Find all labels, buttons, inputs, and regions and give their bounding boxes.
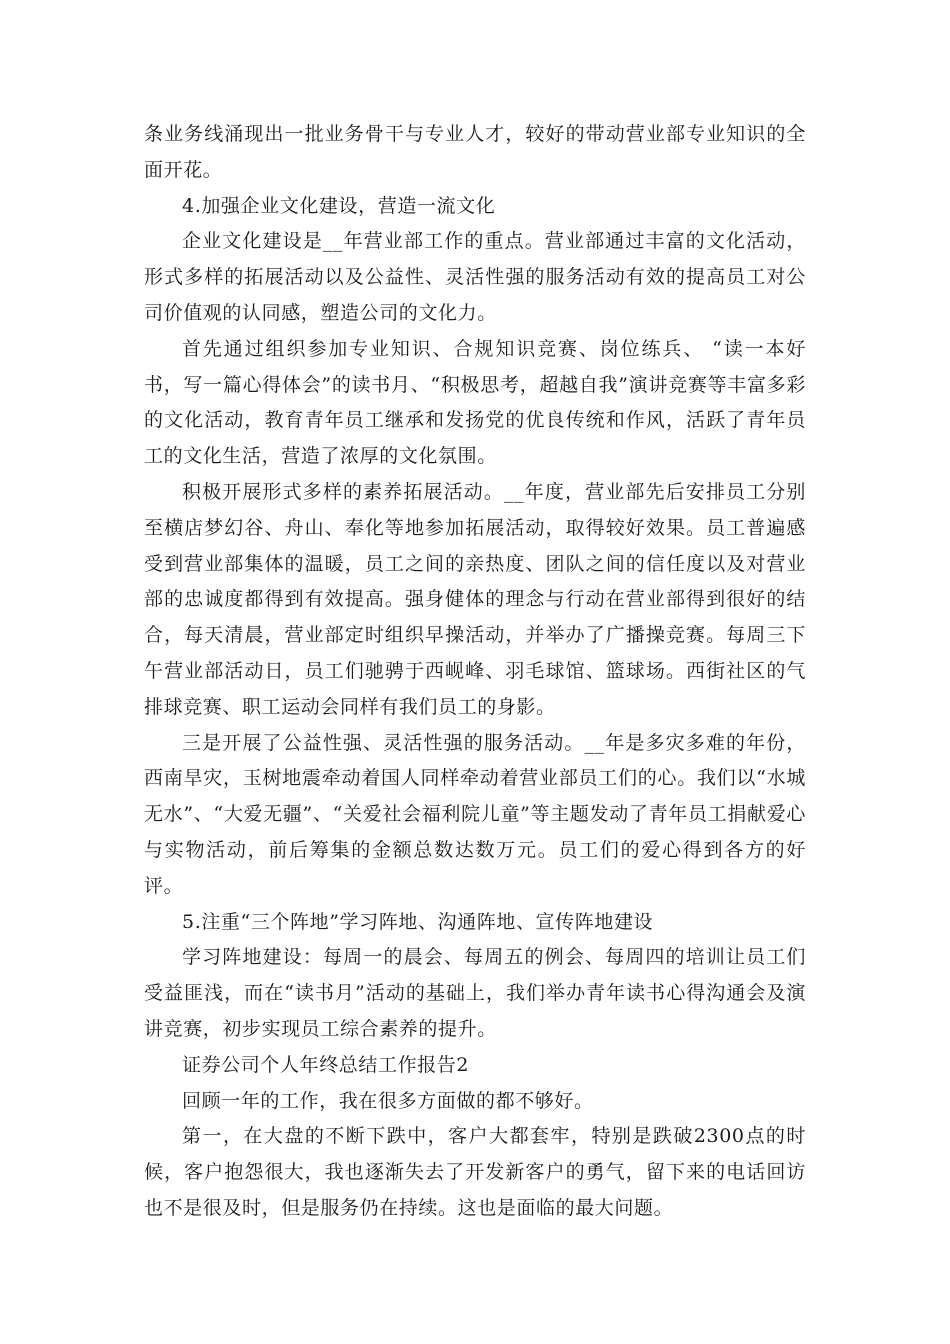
paragraph-culture-activities: 首先通过组织参加专业知识、合规知识竞赛、岗位练兵、 “读一本好书，写一篇心得体会”的读书月、“积极思考，超越自我”演讲竞赛等丰富多彩的文化活动，教育青年员工继承和发扬党的优良传统和作风，活跃了青年员工的文化生活，营造了浓厚的文化氛围。	[144, 337, 806, 468]
paragraph-continuation: 条业务线涌现出一批业务骨干与专业人才，较好的带动营业部专业知识的全面开花。	[144, 123, 806, 181]
section-heading-three-fronts: 5.注重“三个阵地”学习阵地、沟通阵地、宣传阵地建设	[182, 910, 654, 933]
section-heading-culture: 4.加强企业文化建设，营造一流文化	[182, 194, 496, 217]
report-title: 证券公司个人年终总结工作报告2	[182, 1053, 470, 1076]
paragraph-outreach-activities: 积极开展形式多样的素养拓展活动。__年度，营业部先后安排员工分别至横店梦幻谷、舟山、奉化等地参加拓展活动，取得较好效果。员工普遍感受到营业部集体的温暖，员工之间的亲热度、团队之间的信任度以及对营业部的忠诚度都得到有效提高。强身健体的理念与行动在营业部得到很好的结合，每天清晨，营业部定时组织早操活动，并举办了广播操竞赛。每周三下午营业部活动日，员工们驰骋于西岘峰、羽毛球馆、篮球场。西街社区的气排球竞赛、职工运动会同样有我们员工的身影。	[144, 480, 806, 718]
paragraph-culture-intro: 企业文化建设是__年营业部工作的重点。营业部通过丰富的文化活动，形式多样的拓展活动以及公益性、灵活性强的服务活动有效的提高员工对公司价值观的认同感，塑造公司的文化力。	[144, 230, 806, 324]
paragraph-first-issue: 第一，在大盘的不断下跌中，客户大都套牢，特别是跌破2300点的时候，客户抱怨很大，我也逐渐失去了开发新客户的勇气，留下来的电话回访也不是很及时，但是服务仍在持续。这也是面临的最大问题。	[144, 1125, 806, 1219]
paragraph-learning-front: 学习阵地建设：每周一的晨会、每周五的例会、每周四的培训让员工们受益匪浅，而在“读书月”活动的基础上，我们举办青年读书心得沟通会及演讲竞赛，初步实现员工综合素养的提升。	[144, 946, 806, 1040]
document-body	[144, 117, 806, 1227]
paragraph-public-service: 三是开展了公益性强、灵活性强的服务活动。__年是多灾多难的年份，西南旱灾，玉树地震牵动着国人同样牵动着营业部员工们的心。我们以“水城无水”、“大爱无疆”、“关爱社会福利院儿童”等主题发动了青年员工捐献爱心与实物活动，前后筹集的金额总数达数万元。员工们的爱心得到各方的好评。	[144, 731, 806, 897]
paragraph-review: 回顾一年的工作，我在很多方面做的都不够好。	[182, 1089, 594, 1112]
